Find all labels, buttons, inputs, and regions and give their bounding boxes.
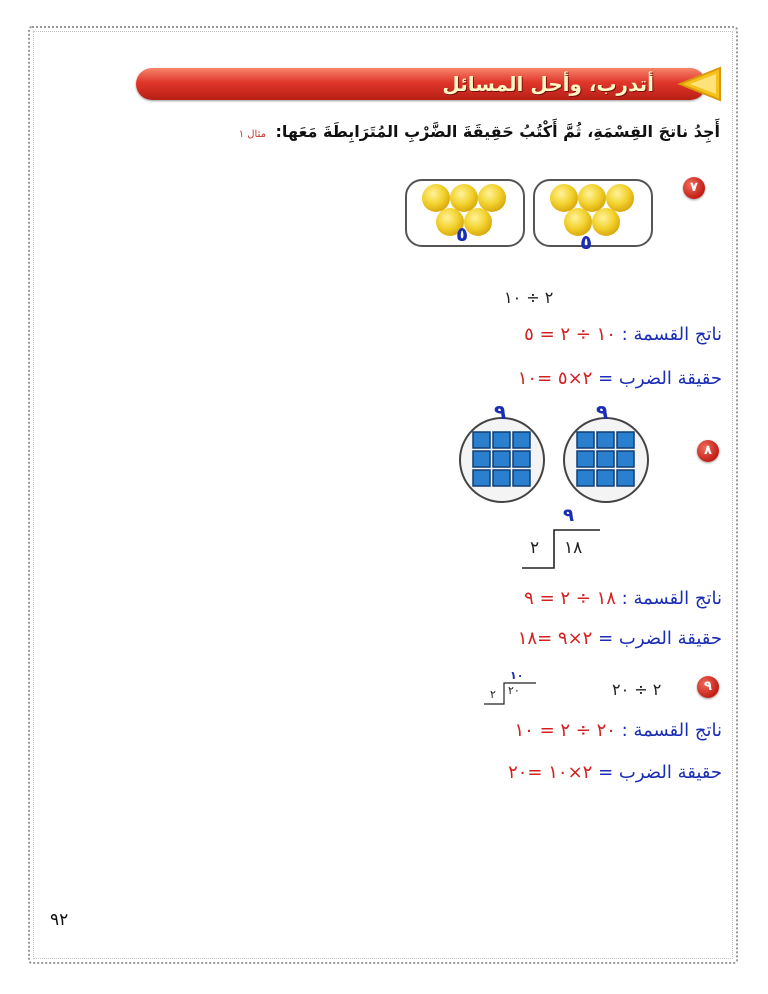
instruction-text: أَجِدُ ناتجَ القِسْمَةِ، ثُمَّ أَكْتُبُ حَقِيقَةَ الضَّرْبِ المُتَرَابِطَةَ مَعَها: (275, 122, 720, 141)
long-division-divisor: ٢ (490, 688, 496, 701)
fact-expression: ٢×٩ =١٨ (517, 628, 593, 649)
long-division-dividend: ١٨ (564, 538, 583, 558)
example-reference: مثال ١ (238, 129, 266, 140)
group-count-right: ٥ (580, 230, 593, 254)
fact-label: حقيقة الضرب = (598, 368, 722, 389)
long-division-quotient: ١٠ (510, 669, 524, 682)
fact-label: حقيقة الضرب = (598, 628, 722, 649)
section-banner (136, 68, 706, 100)
section-title: أتدرب، وأحل المسائل (442, 72, 654, 96)
square-group-left (460, 418, 544, 502)
arrow-icon (676, 64, 722, 104)
problem-7-illustration (404, 178, 656, 250)
fact-label: حقيقة الضرب = (598, 762, 722, 783)
quotient-expression: ٢٠ ÷ ٢ = ١٠ (514, 720, 616, 741)
problem-number-8: ٨ (697, 440, 719, 462)
problem-9-quotient (515, 720, 723, 741)
problem-9-expression: ٢ ÷ ٢٠ (612, 680, 662, 699)
long-division-quotient: ٩ (563, 505, 574, 526)
problem-9-fact (508, 762, 722, 783)
problem-number-9: ٩ (697, 676, 719, 698)
problem-7-fact (518, 368, 722, 389)
fact-expression: ٢×٥ =١٠ (517, 368, 593, 389)
problem-7-quotient (524, 324, 722, 345)
square-group-right (564, 418, 648, 502)
long-division-divisor: ٢ (530, 538, 540, 558)
long-division-dividend: ٢٠ (508, 684, 520, 697)
group-count-left: ٩ (494, 400, 507, 424)
quotient-expression: ١٠ ÷ ٢ = ٥ (524, 324, 616, 345)
fact-expression: ٢×١٠ =٢٠ (508, 762, 593, 783)
problem-7-expression: ٢ ÷ ١٠ (504, 288, 554, 307)
problem-8-fact (518, 628, 722, 649)
quotient-label: ناتج القسمة : (621, 588, 722, 609)
group-count-right: ٩ (596, 400, 609, 424)
counter-group-right (534, 180, 652, 246)
page-number: ٩٢ (50, 910, 69, 930)
quotient-expression: ١٨ ÷ ٢ = ٩ (524, 588, 616, 609)
group-count-left: ٥ (456, 222, 469, 246)
problem-8-illustration (450, 414, 676, 504)
instruction (239, 122, 720, 141)
quotient-label: ناتج القسمة : (621, 324, 722, 345)
quotient-label: ناتج القسمة : (621, 720, 722, 741)
problem-number-7: ٧ (683, 177, 705, 199)
problem-8-quotient (524, 588, 722, 609)
